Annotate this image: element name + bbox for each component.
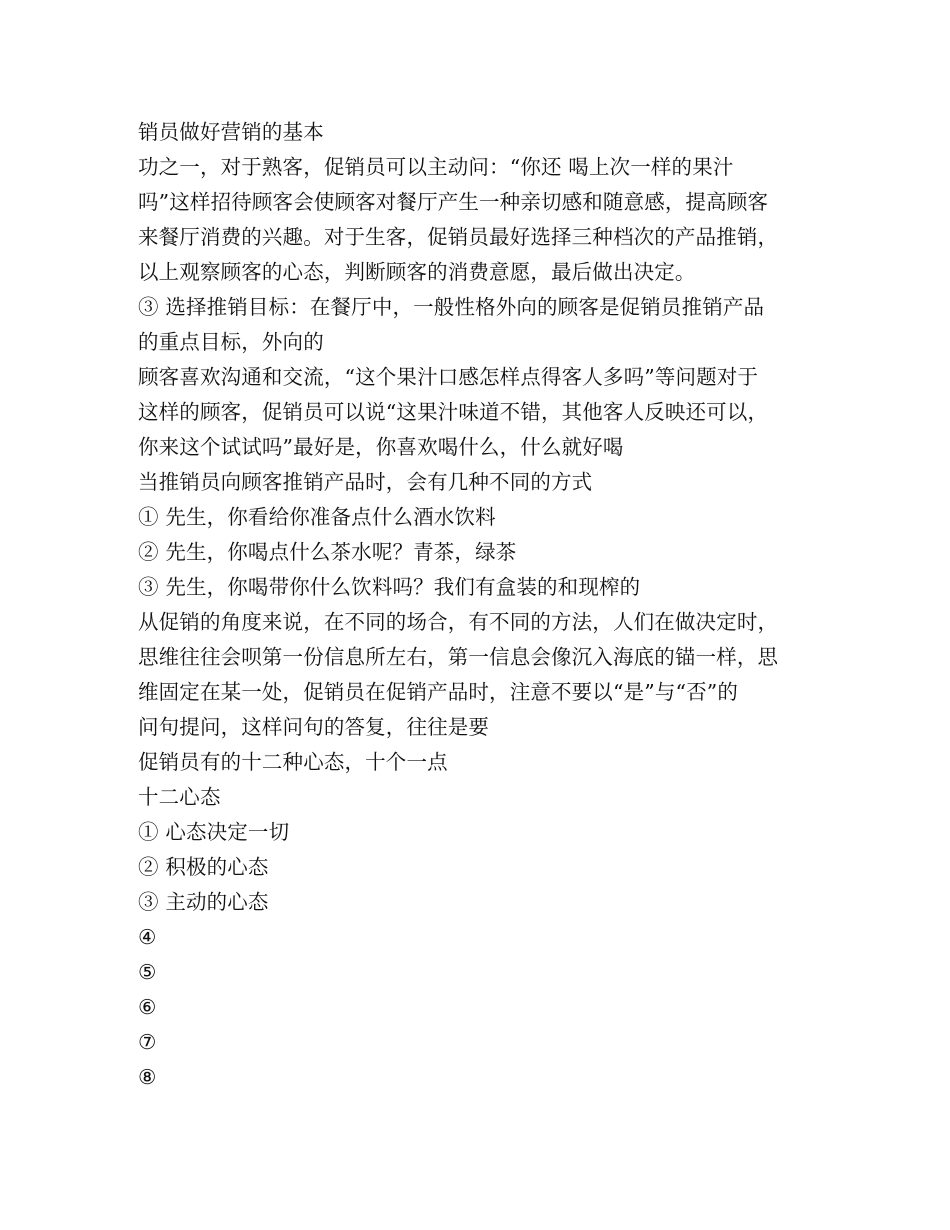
text-line: 你来这个试试吗”最好是，你喜欢喝什么，什么就好喝	[138, 435, 624, 459]
list-item: ③ 先生，你喝带你什么饮料吗？我们有盒装的和现榨的	[138, 575, 641, 599]
list-item: ③ 主动的心态	[138, 890, 269, 914]
list-item: ⑥	[138, 995, 157, 1019]
text-line: 思维往往会呗第一份信息所左右，第一信息会像沉入海底的锚一样，思	[138, 645, 779, 669]
text-line: 问句提问，这样问句的答复，往往是要	[138, 715, 490, 739]
list-item: ⑤	[138, 960, 157, 984]
text-line: 这样的顾客，促销员可以说“这果汁味道不错，其他客人反映还可以，	[138, 400, 769, 424]
text-line: 当推销员向顾客推销产品时，会有几种不同的方式	[138, 470, 593, 494]
list-item: ① 心态决定一切	[138, 820, 290, 844]
text-line: 促销员有的十二种心态，十个一点	[138, 750, 448, 774]
list-item: ⑧	[138, 1065, 157, 1089]
list-item: ② 积极的心态	[138, 855, 269, 879]
text-line: 以上观察顾客的心态，判断顾客的消费意愿，最后做出决定。	[138, 260, 696, 284]
text-line: 的重点目标，外向的	[138, 330, 324, 354]
text-line: 来餐厅消费的兴趣。对于生客，促销员最好选择三种档次的产品推销，	[138, 225, 779, 249]
text-line: 维固定在某一处，促销员在促销产品时，注意不要以“是”与“否”的	[138, 680, 739, 704]
text-line: 从促销的角度来说，在不同的场合，有不同的方法，人们在做决定时，	[138, 610, 779, 634]
list-item: ② 先生，你喝点什么茶水呢？青茶，绿茶	[138, 540, 517, 564]
text-line: 功之一，对于熟客，促销员可以主动问：“你还 喝上次一样的果汁	[138, 155, 734, 179]
document-body	[138, 115, 812, 1095]
text-line: ③ 选择推销目标：在餐厅中，一般性格外向的顾客是促销员推销产品	[138, 295, 765, 319]
text-line: 吗”这样招待顾客会使顾客对餐厅产生一种亲切感和随意感，提高顾客	[138, 190, 769, 214]
text-line: 销员做好营销的基本	[138, 120, 324, 144]
list-item: ④	[138, 925, 157, 949]
text-line: 顾客喜欢沟通和交流，“这个果汁口感怎样点得客人多吗”等问题对于	[138, 365, 759, 389]
section-heading: 十二心态	[138, 785, 221, 809]
list-item: ① 先生，你看给你准备点什么酒水饮料	[138, 505, 496, 529]
list-item: ⑦	[138, 1030, 157, 1054]
